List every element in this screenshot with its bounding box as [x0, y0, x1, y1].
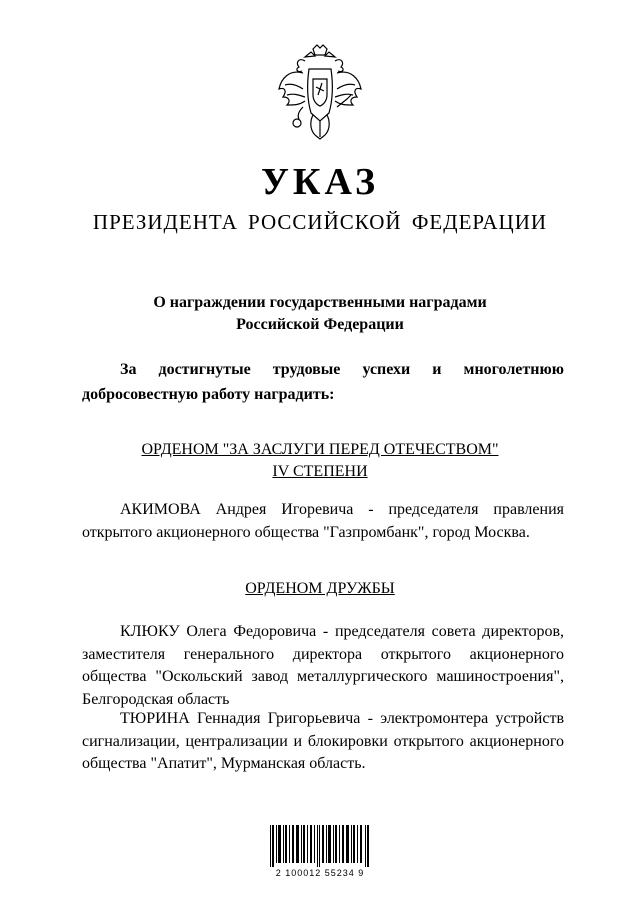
award-title-friendship: [0, 578, 640, 600]
intro-word: За: [120, 361, 137, 378]
heading-line: О награждении государственными наградами: [153, 294, 487, 311]
intro-word: многолетнюю: [463, 361, 564, 378]
coat-of-arms-icon: [275, 43, 365, 143]
intro-word: успехи: [362, 361, 411, 378]
intro-word: достигнутые: [158, 361, 251, 378]
recipient-paragraph: АКИМОВА Андрея Игоревича - председателя правления открытого акционерного общества "Газпромбанк", город Москва.: [82, 501, 564, 541]
award-title-merit: [0, 439, 640, 483]
award-title-line: ОРДЕНОМ "ЗА ЗАСЛУГИ ПЕРЕД ОТЕЧЕСТВОМ": [141, 441, 499, 458]
intro-word: и: [432, 361, 442, 378]
document-title: УКАЗ: [261, 161, 379, 203]
intro-word: трудовые: [272, 361, 341, 378]
decree-heading: [0, 292, 640, 336]
intro-line: добросовестную работу наградить:: [82, 386, 335, 403]
decree-intro: [82, 357, 564, 407]
recipient-paragraph: ТЮРИНА Геннадия Григорьевича - электромонтера устройств сигнализации, централизации и блокировки открытого акционерного общества "Апатит", Мурманская область.: [82, 710, 564, 772]
barcode: [268, 825, 372, 878]
barcode-bars-icon: [268, 825, 372, 867]
award-title-line: ОРДЕНОМ ДРУЖБЫ: [245, 580, 395, 597]
document-subtitle: ПРЕЗИДЕНТА РОССИЙСКОЙ ФЕДЕРАЦИИ: [92, 210, 548, 234]
heading-line: Российской Федерации: [236, 316, 404, 333]
barcode-number: 2 100012 55234 9: [275, 868, 365, 878]
award-title-line: IV СТЕПЕНИ: [272, 463, 368, 480]
intro-line: [82, 357, 564, 382]
recipient-paragraph: КЛЮКУ Олега Федоровича - председателя совета директоров, заместителя генерального директора открытого акционерного общества "Оскольский завод металлургического машиностроения", Белгородская область: [82, 623, 564, 708]
